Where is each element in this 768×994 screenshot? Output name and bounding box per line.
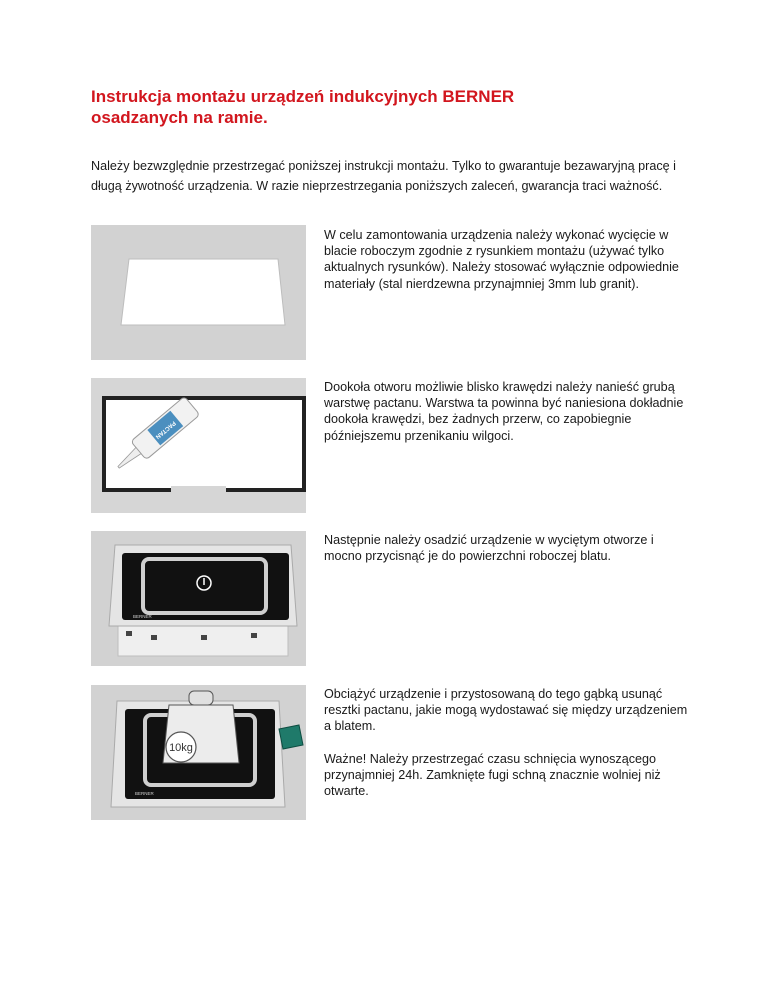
step-3-image [91, 531, 306, 666]
title-line-2: osadzanych na ramie. [91, 108, 268, 127]
step-3-text: Następnie należy osadzić urządzenie w wyciętym otworze i mocno przycisnąć je do powierzchni roboczej blatu. [324, 533, 654, 564]
step-4-text: Obciążyć urządzenie i przystosowaną do tego gąbką usunąć resztki pactanu, jakie mogą wydostawać się między urządzeniem a blatem. [324, 687, 688, 734]
step-1-text-block [324, 227, 694, 292]
weight-label: 10kg [169, 742, 193, 754]
title-line-1: Instrukcja montażu urządzeń indukcyjnych BERNER [91, 87, 515, 106]
page-title [91, 86, 514, 128]
sponge-icon [279, 725, 303, 749]
step-2-text-block [324, 379, 694, 444]
brand-label: BERNER [133, 614, 152, 619]
step-4-image [91, 685, 306, 820]
intro-paragraph: Należy bezwzględnie przestrzegać poniższej instrukcji montażu. Tylko to gwarantuje bezawaryjną pracę i długą żywotność urządzenia. W razie nieprzestrzegania poniższych zaleceń, gwarancja traci ważność. [91, 159, 676, 193]
step-2-text: Dookoła otworu możliwie blisko krawędzi należy nanieść grubą warstwę pactanu. Warstwa ta powinna być naniesiona dokładnie dookoła krawędzi, bez żadnych przerw, co zapobiegnie późniejszemu przenikaniu wilgoci. [324, 380, 684, 443]
cutout-shape [121, 259, 285, 325]
step-3-text-block [324, 532, 694, 564]
step-1-image [91, 225, 306, 360]
cooktop-housing [118, 626, 288, 656]
step-2-image [91, 378, 306, 513]
tube-label: PACTAN [154, 419, 177, 440]
brand-label: BERNER [135, 791, 154, 796]
step-1-text: W celu zamontowania urządzenia należy wykonać wycięcie w blacie roboczym zgodnie z rysunkiem montażu (używać tylko aktualnych rysunków). Należy stosować wyłącznie odpowiednie materiały (stal nierdzewna przynajmniej 3mm lub granit). [324, 228, 679, 291]
step-4-text-block [324, 686, 694, 799]
step-4-note: Ważne! Należy przestrzegać czasu schnięcia wynoszącego przynajmniej 24h. Zamknięte fugi schną znacznie wolniej niż otwarte. [324, 751, 661, 799]
